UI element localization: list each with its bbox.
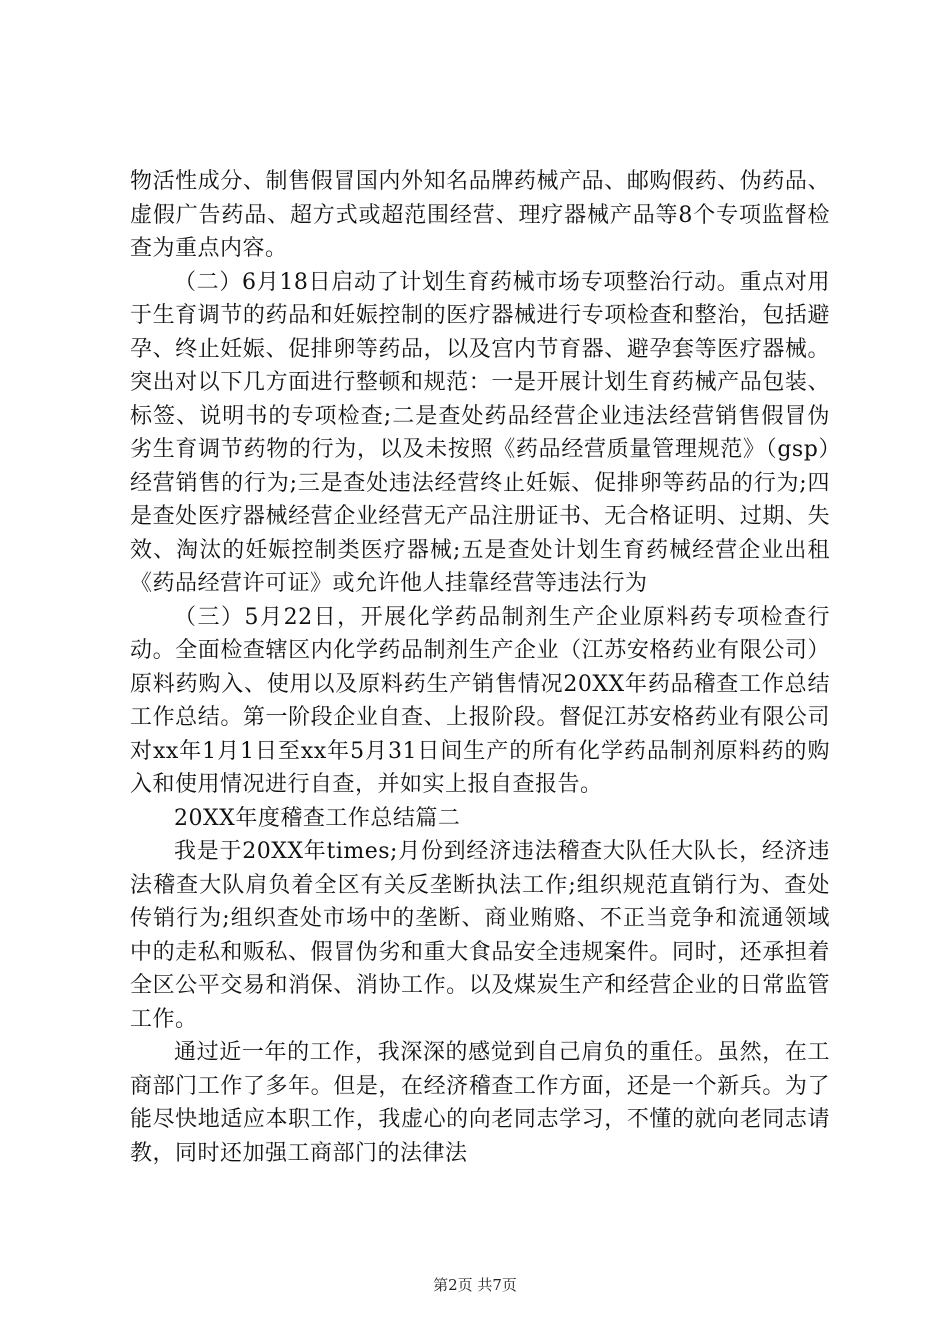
page-number-footer: 第2页 共7页 bbox=[433, 1276, 517, 1294]
document-body bbox=[130, 165, 830, 1170]
paragraph-3: （三）5月22日，开展化学药品制剂生产企业原料药专项检查行动。全面检查辖区内化学药品制剂生产企业（江苏安格药业有限公司）原料药购入、使用以及原料药生产销售情况20XX年药品稽查工作总结工作总结。第一阶段企业自查、上报阶段。督促江苏安格药业有限公司对xx年1月1日至xx年5月31日间生产的所有化学药品制剂原料药的购入和使用情况进行自查，并如实上报自查报告。 bbox=[130, 604, 830, 797]
paragraph-1: 物活性成分、制售假冒国内外知名品牌药械产品、邮购假药、伪药品、虚假广告药品、超方式或超范围经营、理疗器械产品等8个专项监督检查为重点内容。 bbox=[130, 169, 830, 261]
paragraph-2: （二）6月18日启动了计划生育药械市场专项整治行动。重点对用于生育调节的药品和妊娠控制的医疗器械进行专项检查和整治，包括避孕、终止妊娠、促排卵等药品，以及宫内节育器、避孕套等医疗器械。突出对以下几方面进行整顿和规范：一是开展计划生育药械产品包装、标签、说明书的专项检查;二是查处药品经营企业违法经营销售假冒伪劣生育调节药物的行为，以及未按照《药品经营质量管理规范》（gsp）经营销售的行为;三是查处违法经营终止妊娠、促排卵等药品的行为;四是查处医疗器械经营企业经营无产品注册证书、无合格证明、过期、失效、淘汰的妊娠控制类医疗器械;五是查处计划生育药械经营企业出租《药品经营许可证》或允许他人挂靠经营等违法行为 bbox=[130, 269, 830, 596]
section-heading: 20XX年度稽查工作总结篇二 bbox=[174, 805, 461, 831]
paragraph-4: 我是于20XX年times;月份到经济违法稽查大队任大队长，经济违法稽查大队肩负着全区有关反垄断执法工作;组织规范直销行为、查处传销行为;组织查处市场中的垄断、商业贿赂、不正当竞争和流通领域中的走私和贩私、假冒伪劣和重大食品安全违规案件。同时，还承担着全区公平交易和消保、消协工作。以及煤炭生产和经营企业的日常监管工作。 bbox=[130, 839, 830, 1032]
paragraph-5: 通过近一年的工作，我深深的感觉到自己肩负的重任。虽然，在工商部门工作了多年。但是，在经济稽查工作方面，还是一个新兵。为了能尽快地适应本职工作，我虚心的向老同志学习，不懂的就向老同志请教，同时还加强工商部门的法律法 bbox=[130, 1040, 830, 1166]
